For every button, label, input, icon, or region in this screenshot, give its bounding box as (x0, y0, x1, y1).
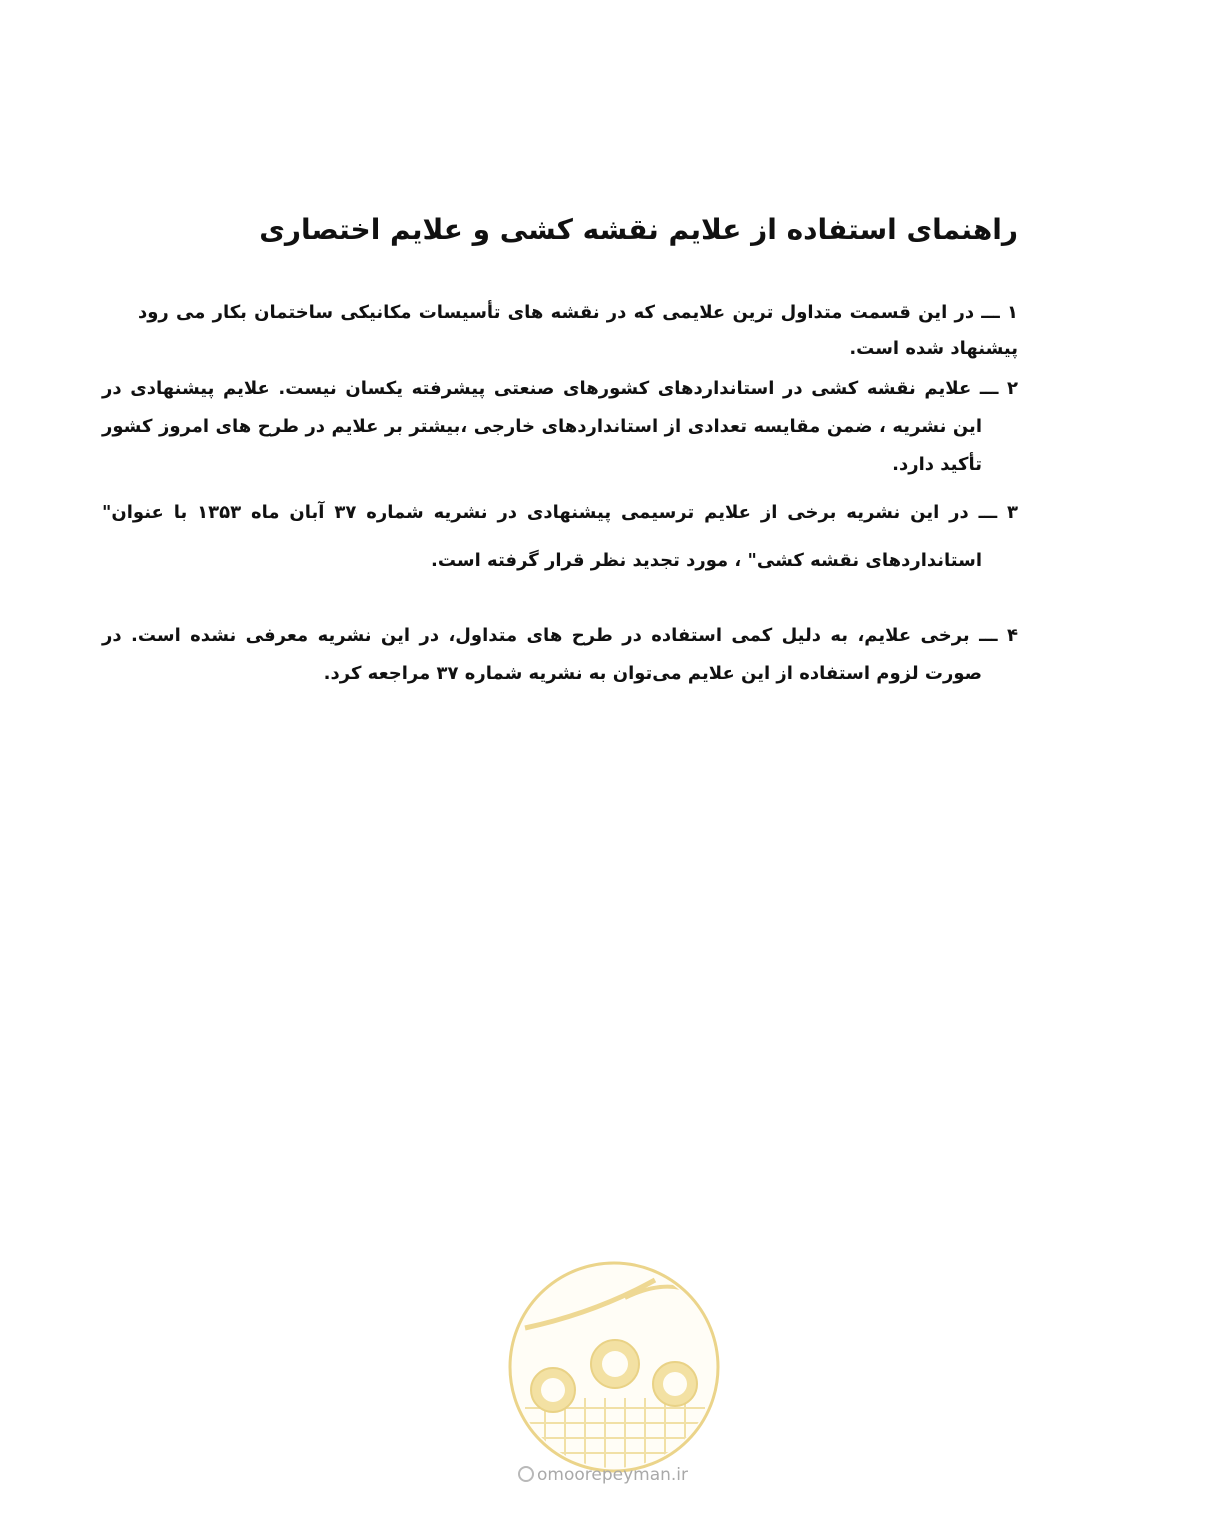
item-number: ۳ (1007, 502, 1018, 523)
seal-icon (505, 1258, 723, 1476)
item-separator: ـــ (979, 378, 999, 399)
item-text: در این قسمت متداول ترین علایمی که در نقشه های تأسیسات مکانیکی ساختمان بکار می رود پیشنهاد شده است. (138, 302, 1018, 359)
item-separator: ـــ (979, 625, 998, 646)
at-sign-icon (518, 1466, 534, 1482)
watermark-site (518, 1465, 718, 1485)
item-separator: ـــ (981, 302, 1000, 323)
item-separator: ـــ (978, 502, 998, 523)
site-text: omoorepeyman.ir (537, 1465, 689, 1485)
item-text: علایم نقشه کشی در استانداردهای کشورهای صنعتی پیشرفته یکسان نیست. علایم پیشنهادی در این نشریه ، ضمن مقایسه تعدادی از استانداردهای خارجی ،بیشتر بر علایم در طرح های امروز کشور تأکید دارد. (102, 378, 982, 475)
list-item (102, 370, 1018, 484)
item-number: ۲ (1007, 378, 1018, 399)
item-number: ۱ (1007, 302, 1018, 323)
list-item (102, 489, 1018, 585)
watermark-logo (505, 1258, 723, 1476)
item-number: ۴ (1006, 625, 1018, 646)
item-text: در این نشریه برخی از علایم ترسیمی پیشنهادی در نشریه شماره ۳۷ آبان ماه ۱۳۵۳ با عنوان" استانداردهای نقشه کشی" ، مورد تجدید نظر قرار گرفته است. (102, 502, 982, 571)
list-item (102, 617, 1018, 693)
document-title: راهنمای استفاده از علایم نقشه کشی و علایم اختصاری (259, 213, 1018, 246)
item-text: برخی علایم، به دلیل کمی استفاده در طرح های متداول، در این نشریه معرفی نشده است. در صورت لزوم استفاده از این علایم می‌توان به نشریه شماره ۳۷ مراجعه کرد. (102, 625, 982, 684)
list-item (138, 295, 1018, 367)
